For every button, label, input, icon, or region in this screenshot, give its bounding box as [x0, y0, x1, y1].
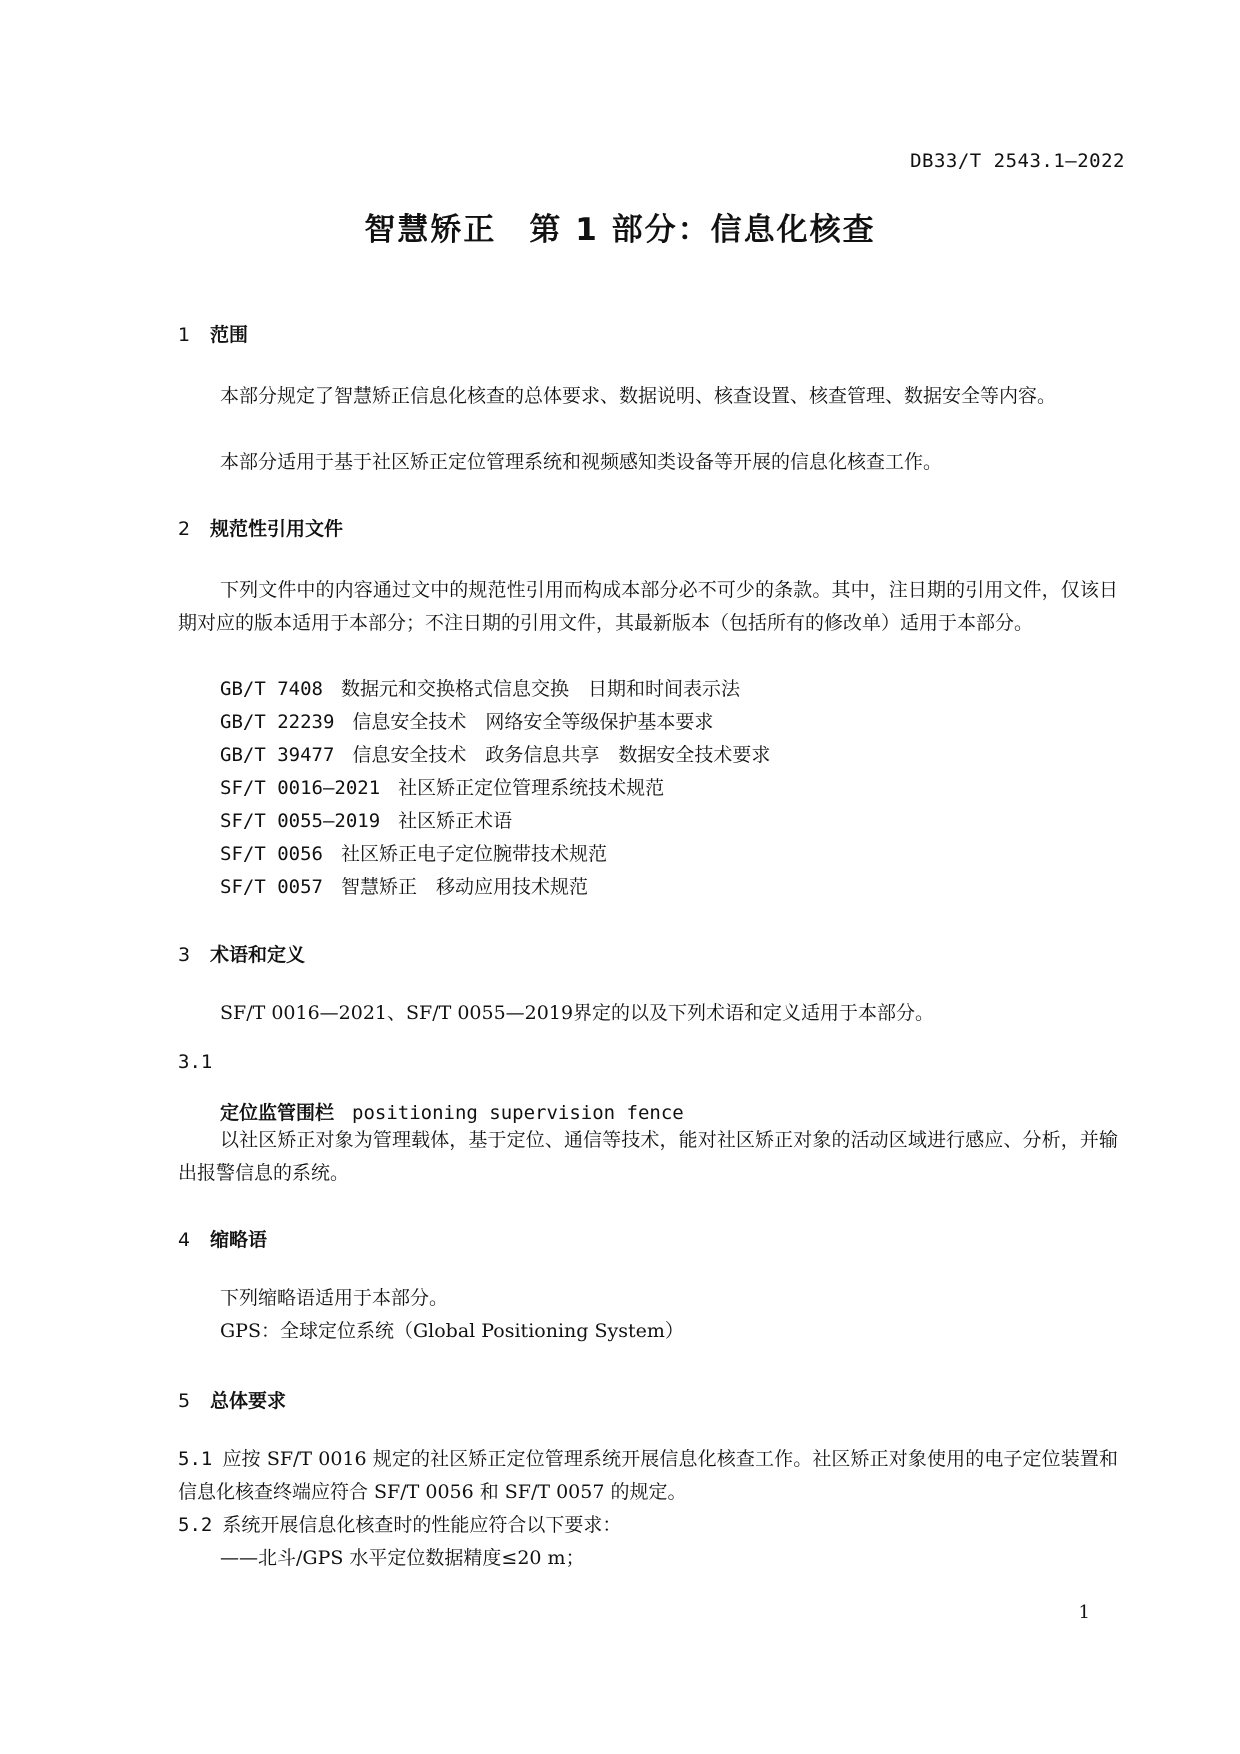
section-5-heading [178, 1386, 286, 1413]
reference-code: SF/T 0056 [220, 843, 323, 865]
clause-number: 5.1 [178, 1448, 213, 1470]
clause-5-1 [178, 1443, 1118, 1509]
term-number: 3.1 [178, 1051, 213, 1073]
clause-number: 5.2 [178, 1514, 213, 1536]
section-title: 术语和定义 [210, 944, 306, 966]
section-number: 2 [178, 518, 191, 540]
section-4-paragraph-1: 下列缩略语适用于本部分。 [220, 1287, 449, 1309]
section-title: 规范性引用文件 [210, 518, 344, 540]
document-code: DB33/T 2543.1—2022 [910, 150, 1125, 172]
reference-title: 社区矫正定位管理系统技术规范 [398, 777, 665, 799]
section-2-paragraph-1: 下列文件中的内容通过文中的规范性引用而构成本部分必不可少的条款。其中，注日期的引用文件，仅该日期对应的版本适用于本部分；不注日期的引用文件，其最新版本（包括所有的修改单）适用于本部分。 [178, 579, 1118, 634]
reference-title: 智慧矫正 移动应用技术规范 [340, 876, 588, 898]
section-title: 缩略语 [210, 1229, 268, 1251]
clause-text: 系统开展信息化核查时的性能应符合以下要求： [222, 1514, 622, 1536]
reference-item [220, 673, 740, 706]
reference-code: GB/T 22239 [220, 711, 335, 733]
clause-5-2 [178, 1509, 621, 1542]
section-number: 1 [178, 324, 191, 346]
section-title: 总体要求 [210, 1390, 287, 1412]
reference-item [220, 871, 588, 904]
reference-code: SF/T 0016—2021 [220, 777, 381, 799]
reference-code: SF/T 0055—2019 [220, 810, 381, 832]
section-4-abbreviation: GPS：全球定位系统（Global Positioning System） [220, 1320, 684, 1342]
term-definition: 以社区矫正对象为管理载体，基于定位、通信等技术，能对社区矫正对象的活动区域进行感应、分析，并输出报警信息的系统。 [178, 1129, 1118, 1184]
page-number: 1 [1078, 1602, 1090, 1623]
section-number: 5 [178, 1390, 191, 1412]
section-title: 范围 [210, 324, 249, 346]
section-4-heading [178, 1225, 267, 1252]
section-1-paragraph-2: 本部分适用于基于社区矫正定位管理系统和视频感知类设备等开展的信息化核查工作。 [220, 451, 943, 473]
clause-text: 应按 SF/T 0016 规定的社区矫正定位管理系统开展信息化核查工作。社区矫正对象使用的电子定位装置和信息化核查终端应符合 SF/T 0056 和 SF/T 0057 的规定。 [178, 1448, 1118, 1503]
section-number: 3 [178, 944, 191, 966]
reference-item [220, 838, 607, 871]
reference-item [220, 772, 664, 805]
term-chinese: 定位监管围栏 [220, 1102, 335, 1124]
document-title: 智慧矫正 第 1 部分：信息化核查 [364, 212, 876, 248]
clause-5-2-item-1: ——北斗/GPS 水平定位数据精度≤20 m； [220, 1547, 585, 1569]
reference-title: 信息安全技术 政务信息共享 数据安全技术要求 [352, 744, 771, 766]
section-1-paragraph-1: 本部分规定了智慧矫正信息化核查的总体要求、数据说明、核查设置、核查管理、数据安全等内容。 [220, 385, 1057, 407]
section-3-heading [178, 940, 305, 967]
reference-item [220, 805, 512, 838]
reference-title: 社区矫正术语 [398, 810, 513, 832]
reference-code: SF/T 0057 [220, 876, 323, 898]
section-2-heading [178, 514, 343, 541]
reference-title: 社区矫正电子定位腕带技术规范 [340, 843, 607, 865]
reference-item [220, 706, 713, 739]
section-number: 4 [178, 1229, 191, 1251]
section-1-heading [178, 320, 248, 347]
reference-title: 数据元和交换格式信息交换 日期和时间表示法 [340, 678, 740, 700]
reference-code: GB/T 7408 [220, 678, 323, 700]
reference-code: GB/T 39477 [220, 744, 335, 766]
term-english: positioning supervision fence [352, 1102, 684, 1124]
reference-item [220, 739, 770, 772]
section-3-paragraph-1: SF/T 0016—2021、SF/T 0055—2019界定的以及下列术语和定义适用于本部分。 [220, 1002, 935, 1024]
reference-title: 信息安全技术 网络安全等级保护基本要求 [352, 711, 714, 733]
